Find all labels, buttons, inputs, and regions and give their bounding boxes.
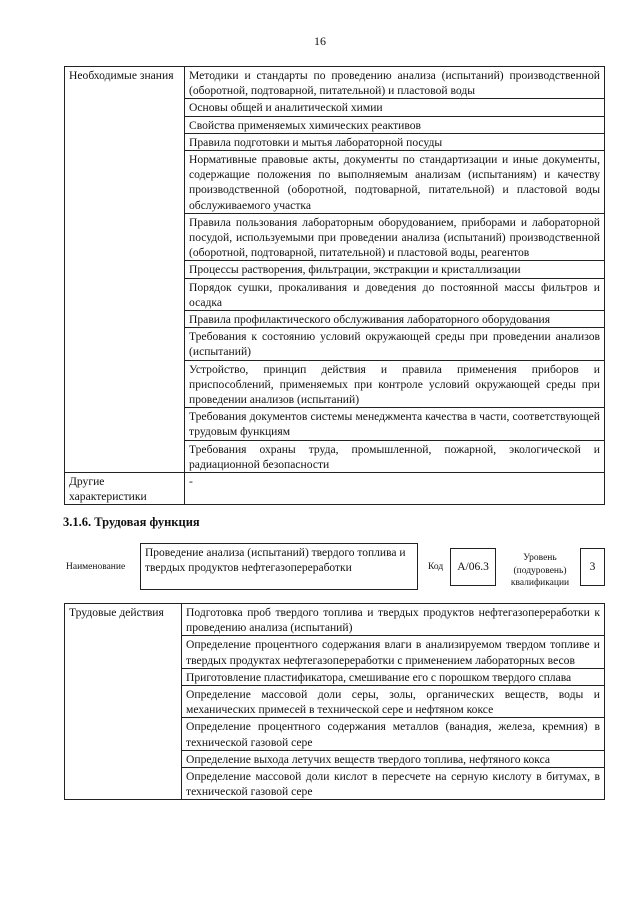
action-item: Подготовка проб твердого топлива и твердых продуктов нефтегазопереработки к проведению анализа (испытаний) [182,604,605,636]
code-label: Код [428,562,444,572]
name-label: Наименование [66,562,126,572]
level-label-line: квалификации [510,578,570,588]
knowledge-item: Требования документов системы менеджмента качества в части, соответствующей трудовым функциям [185,408,605,440]
required-knowledge-label: Необходимые знания [65,67,185,473]
labor-actions-table [64,603,605,800]
knowledge-item: Свойства применяемых химических реактивов [185,116,605,133]
action-item: Определение процентного содержания влаги в анализируемом твердом топливе и твердых продуктах нефтегазопереработки с применением лабораторных весов [182,636,605,668]
level-label-line: Уровень [523,553,557,563]
knowledge-item: Правила пользования лабораторным оборудованием, приборами и лабораторной посудой, используемыми при проведении анализа (испытаний) производственной (оборотной, подтоварной, питательной) и пластовой воды, реагентов [185,213,605,261]
action-item: Определение массовой доли кислот в пересчете на серную кислоту в битумах, в технической газовой сере [182,768,605,800]
knowledge-item: Устройство, принцип действия и правила применения приборов и приспособлений, применяемых при контроле условий окружающей среды при проведении анализов (испытаний) [185,360,605,408]
knowledge-item: Методики и стандарты по проведению анализа (испытаний) производственной (оборотной, подтоварной, питательной) и пластовой воды [185,67,605,99]
knowledge-item: Правила подготовки и мытья лабораторной посуды [185,133,605,150]
qualification-level-box: 3 [580,548,605,586]
other-characteristics-label: Другие характеристики [65,473,185,505]
section-title: 3.1.6. Трудовая функция [63,515,200,529]
table-row [65,473,605,505]
other-characteristics-value: - [185,473,605,505]
knowledge-item: Требования охраны труда, промышленной, пожарной, экологической и радиационной безопасности [185,440,605,472]
knowledge-item: Процессы растворения, фильтрации, экстракции и кристаллизации [185,261,605,278]
level-label-line: (подуровень) [513,565,567,576]
knowledge-item: Основы общей и аналитической химии [185,99,605,116]
required-knowledge-table [64,66,605,505]
knowledge-item: Порядок сушки, прокаливания и доведения до постоянной массы фильтров и осадка [185,278,605,310]
action-item: Определение выхода летучих веществ твердого топлива, нефтяного кокса [182,750,605,767]
table-row [65,67,605,99]
function-code-box: А/06.3 [450,548,496,586]
qualification-level-label [503,552,577,590]
knowledge-item: Требования к состоянию условий окружающей среды при проведении анализов (испытаний) [185,328,605,360]
page-number: 16 [314,34,326,48]
labor-actions-label: Трудовые действия [65,604,182,800]
action-item: Приготовление пластификатора, смешивание его с порошком твердого сплава [182,668,605,685]
action-item: Определение процентного содержания металлов (ванадия, железа, кремния) в технической газовой сере [182,718,605,750]
knowledge-item: Правила профилактического обслуживания лабораторного оборудования [185,311,605,328]
knowledge-item: Нормативные правовые акты, документы по стандартизации и иные документы, содержащие положения по выполняемым анализам (испытаниям) и качеству производственной (оборотной, подтоварной, питательной) и пластовой воды обслуживаемого участка [185,151,605,214]
function-name-box: Проведение анализа (испытаний) твердого топлива и твердых продуктов нефтегазопереработки [140,543,418,590]
action-item: Определение массовой доли серы, золы, органических веществ, воды и механических примесей в технической сере и нефтяном коксе [182,686,605,718]
table-row [65,604,605,636]
